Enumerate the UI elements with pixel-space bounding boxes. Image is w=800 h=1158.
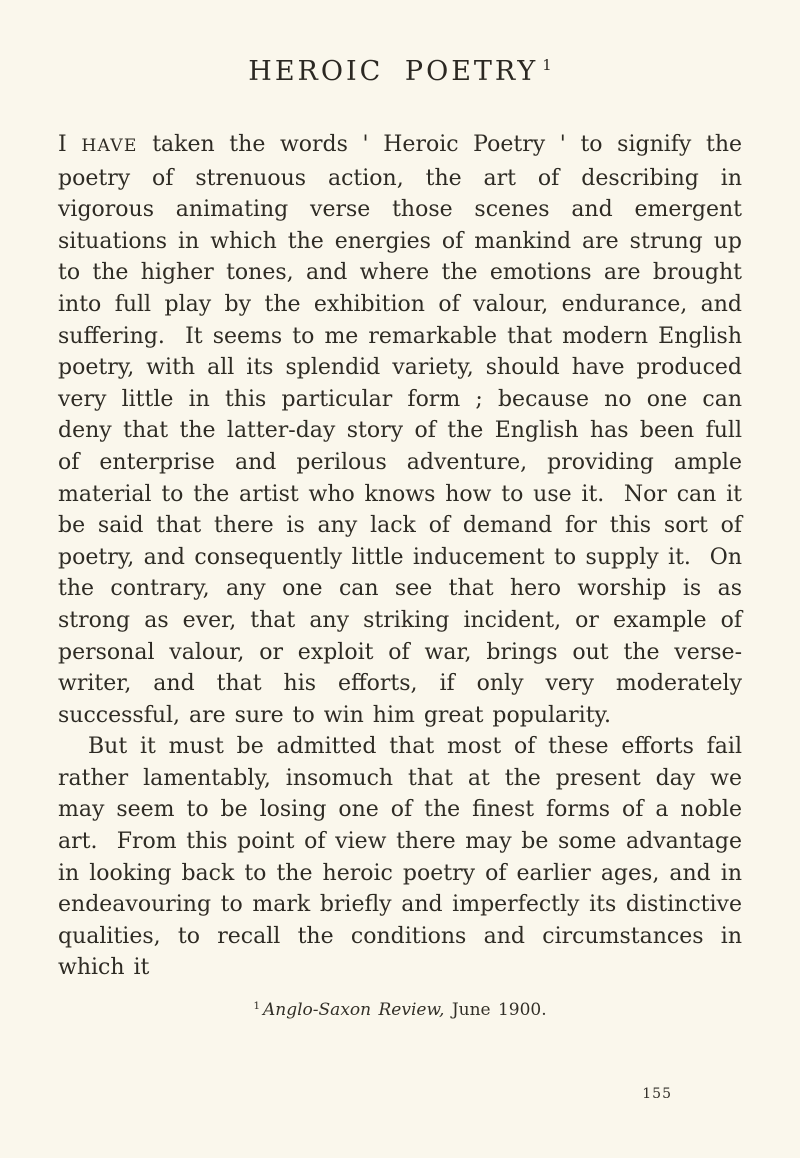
footnote [58,991,742,1027]
page-number: 155 [642,1086,672,1102]
paragraph-1 [58,129,742,731]
paragraph-1-text: taken the words ' Heroic Poetry ' to signify the poetry of strenuous action, the art of describing in vigorous animating verse those scenes and emergent situations in which the energies of mankind are strung up to the higher tones, and where the emotions are brought into full play by the exhibition of valour, endurance, and suffering. It seems to me remarkable that modern English poetry, with all its splendid variety, should have produced very little in this particular form ; because no one can deny that the latter-day story of the English has been full of enterprise and perilous adventure, providing ample material to the artist who knows how to use it. Nor can it be said that there is any lack of demand for this sort of poetry, and consequently little inducement to supply it. On the contrary, any one can see that hero worship is as strong as ever, that any striking incident, or example of personal valour, or exploit of war, brings out the verse-writer, and that his efforts, if only very moderately successful, are sure to win him great popularity. [58,132,743,728]
footnote-work-title: Anglo-Saxon Review, [263,1000,445,1021]
page-title-text: HEROIC POETRY [248,56,539,87]
footnote-marker: 1 [253,1000,261,1013]
title-footnote-marker: 1 [542,56,552,74]
paragraph-2: But it must be admitted that most of these efforts fail rather lamentably, insomuch that at the present day we may seem to be losing one of the finest forms of a noble art. From this point of view there may be some advantage in looking back to the heroic poetry of earlier ages, and in endeavouring to mark briefly and imperfectly its distinctive qualities, to recall the conditions and circumstances in which it [58,734,742,981]
paragraph-1-lead: I [58,132,67,157]
footnote-date: June 1900. [451,1000,547,1021]
body-text [58,129,742,1027]
paragraph-1-smallcaps: HAVE [81,136,138,156]
page-title [0,0,800,87]
